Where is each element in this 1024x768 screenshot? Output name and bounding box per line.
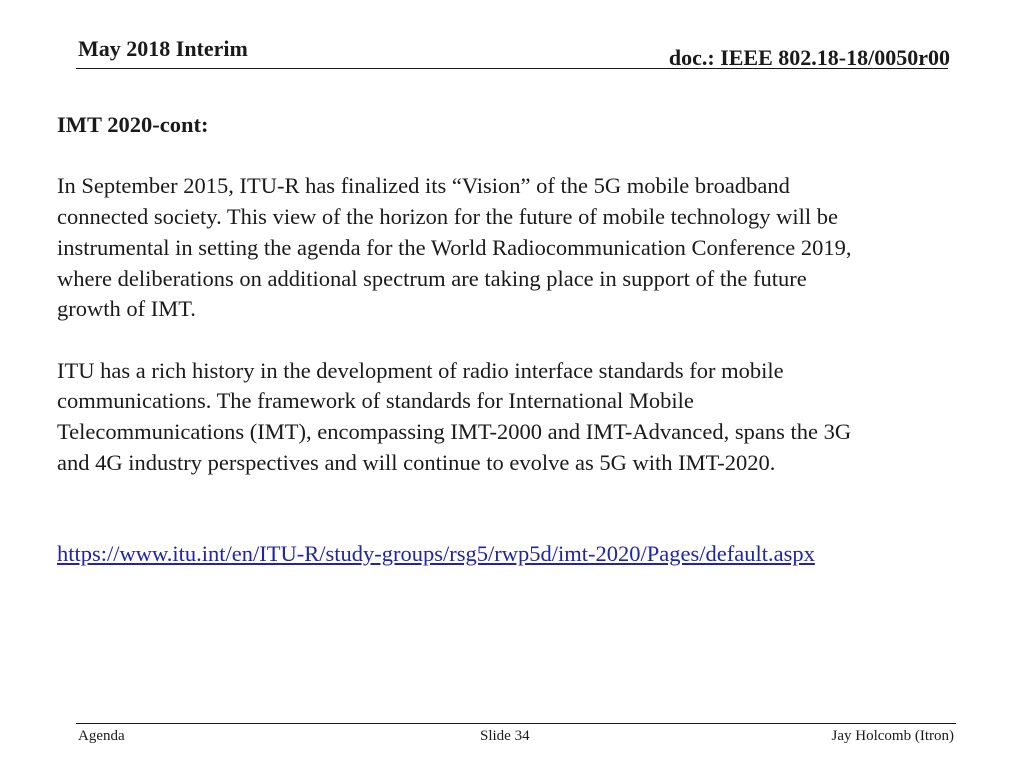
footer-divider — [76, 723, 956, 724]
footer-author: Jay Holcomb (Itron) — [831, 728, 954, 744]
footer-left-label: Agenda — [78, 728, 125, 744]
itu-imt2020-link[interactable]: https://www.itu.int/en/ITU-R/study-groups/rsg5/rwp5d/imt-2020/Pages/default.aspx — [57, 541, 815, 567]
header-date-label: May 2018 Interim — [78, 36, 248, 61]
slide-title: IMT 2020-cont: — [57, 112, 209, 137]
slide-number: Slide 34 — [480, 728, 530, 744]
slide-body — [57, 110, 977, 570]
header-doc-id: doc.: IEEE 802.18-18/0050r00 — [668, 45, 950, 70]
paragraph-itu-history: ITU has a rich history in the development of radio interface standards for mobile communications. The framework of standards for International Mobile Telecommunications (IMT), encompassing IMT-2000 and IMT-Advanced, spans the 3G and 4G industry perspectives and will continue to evolve as 5G with IMT-2020. — [57, 357, 852, 475]
paragraph-vision: In September 2015, ITU-R has finalized its “Vision” of the 5G mobile broadband connected society. This view of the horizon for the future of mobile technology will be instrumental in setting the agenda for the World Radiocommunication Conference 2019, where deliberations on additional spectrum are taking place in support of the future growth of IMT. — [57, 173, 852, 322]
header-divider — [76, 68, 948, 69]
